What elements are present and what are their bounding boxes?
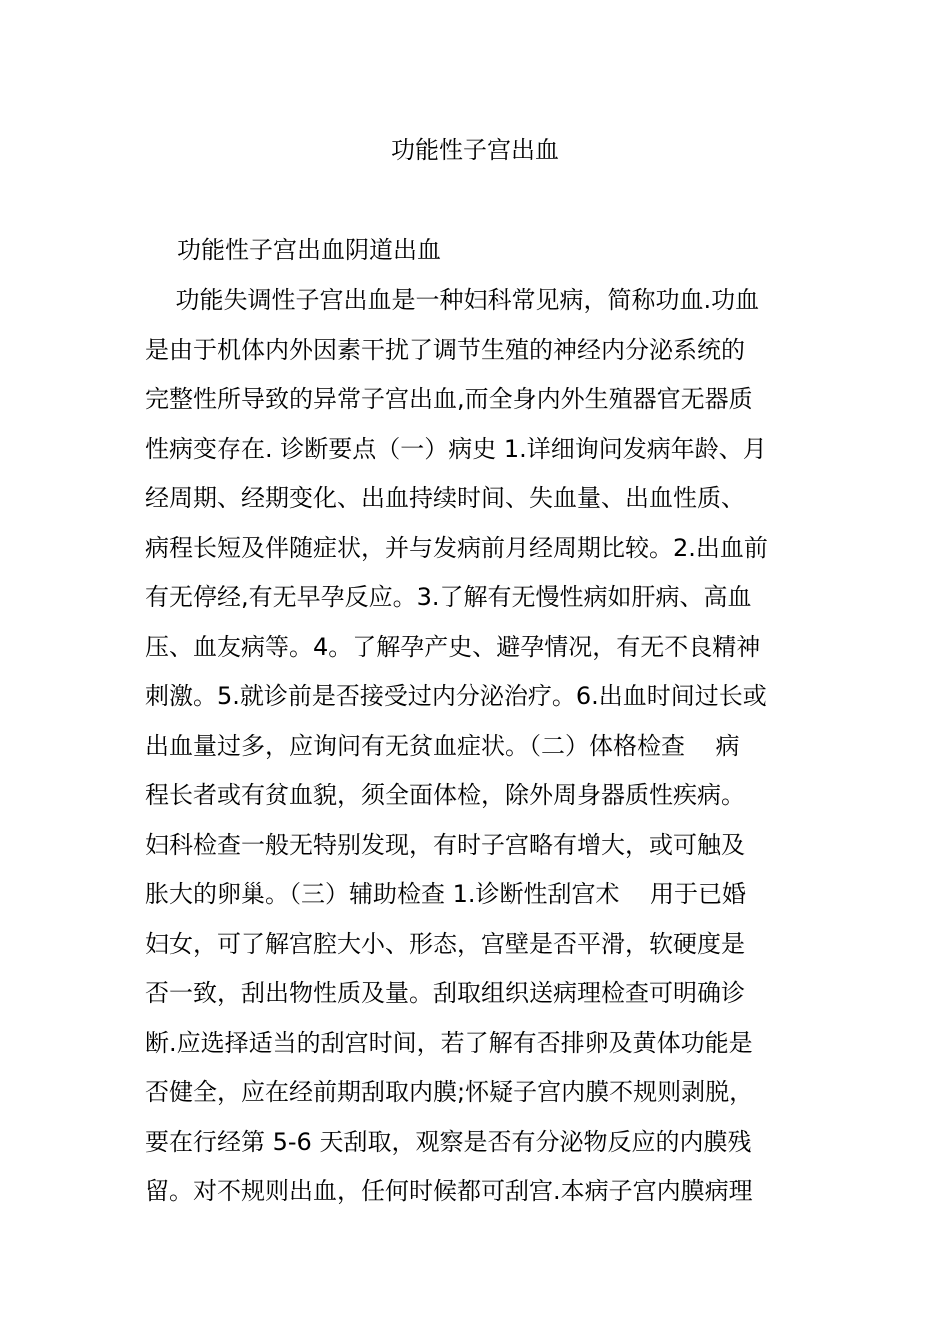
body-line: 否健全，应在经前期刮取内膜;怀疑子宫内膜不规则剥脱， (145, 1078, 754, 1106)
body-line: 胀大的卵巢。（三）辅助检查 1.诊断性刮宫术 用于已婚 (145, 880, 747, 908)
body-line: 经周期、经期变化、出血持续时间、失血量、出血性质、 (145, 484, 745, 512)
body-line: 病程长短及伴随症状，并与发病前月经周期比较。2.出血前 (145, 533, 768, 562)
body-line: 程长者或有贫血貌，须全面体检，除外周身器质性疾病。 (145, 781, 745, 809)
body-line: 功能失调性子宫出血是一种妇科常见病，简称功血.功血 (145, 286, 760, 314)
document-title: 功能性子宫出血 (391, 136, 559, 164)
document-subtitle: 功能性子宫出血阴道出血 (177, 236, 441, 264)
body-line: 完整性所导致的异常子宫出血,而全身内外生殖器官无器质 (145, 385, 753, 413)
body-line: 有无停经,有无早孕反应。3.了解有无慢性病如肝病、高血 (145, 583, 752, 611)
body-line: 是由于机体内外因素干扰了调节生殖的神经内分泌系统的 (145, 335, 745, 364)
body-line: 妇科检查一般无特别发现，有时子宫略有增大，或可触及 (145, 830, 745, 859)
body-line: 断.应选择适当的刮宫时间，若了解有否排卵及黄体功能是 (145, 1028, 753, 1057)
body-line: 要在行经第 5-6 天刮取，观察是否有分泌物反应的内膜残 (145, 1127, 752, 1156)
body-line: 刺激。5.就诊前是否接受过内分泌治疗。6.出血时间过长或 (145, 682, 767, 710)
body-line: 妇女，可了解宫腔大小、形态，宫壁是否平滑，软硬度是 (145, 929, 745, 958)
body-line: 压、血友病等。4。了解孕产史、避孕情况，有无不良精神 (145, 632, 761, 661)
body-line: 出血量过多，应询问有无贫血症状。（二）体格检查 病 (145, 731, 740, 760)
body-line: 性病变存在. 诊断要点（一）病史 1.详细询问发病年龄、月 (145, 434, 767, 463)
body-line: 否一致，刮出物性质及量。刮取组织送病理检查可明确诊 (145, 979, 745, 1007)
body-line: 留。对不规则出血，任何时候都可刮宫.本病子宫内膜病理 (145, 1177, 753, 1205)
body-text (145, 283, 825, 1224)
